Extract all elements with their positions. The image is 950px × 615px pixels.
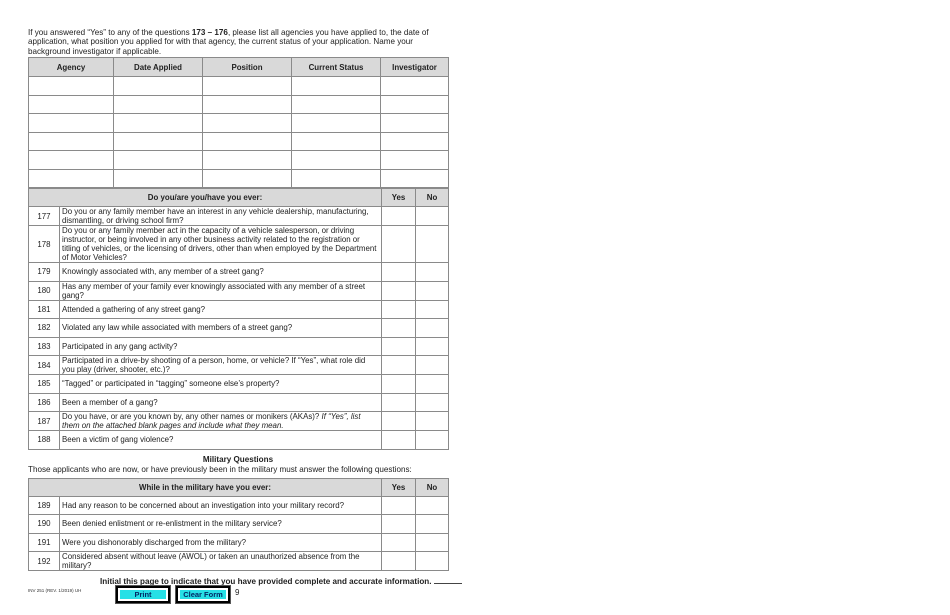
current-status-cell[interactable] [292, 169, 381, 188]
agency-row [29, 95, 449, 114]
military-question-yes-box[interactable] [382, 552, 416, 571]
question-text: Attended a gathering of any street gang? [60, 300, 382, 319]
question-text: Been a member of a gang? [60, 393, 382, 412]
investigator-cell[interactable] [381, 151, 449, 170]
question-text: Do you or any family member have an interest in any vehicle dealership, manufacturing, dismantling, or driving school firm? [60, 207, 382, 226]
question-text: Participated in any gang activity? [60, 337, 382, 356]
question-row [29, 207, 449, 226]
question-text: Considered absent without leave (AWOL) or taken an unauthorized absence from the military? [60, 552, 382, 571]
question-row [29, 533, 449, 552]
agency-cell[interactable] [29, 169, 114, 188]
current-status-cell[interactable] [292, 114, 381, 133]
investigator-cell[interactable] [381, 95, 449, 114]
military-question-no-box[interactable] [416, 515, 449, 534]
agency-cell[interactable] [29, 95, 114, 114]
question-row [29, 515, 449, 534]
question-number: 178 [29, 226, 60, 263]
question-text: Do you or any family member act in the capacity of a vehicle salesperson, or driving instructor, or being involved in any other business activity related to the registration or titling of vehicles, or the licensing of drivers, other than when employed by the Department of Motor Vehicles? [60, 226, 382, 263]
header-investigator: Investigator [381, 58, 449, 77]
military-questions-table [28, 478, 449, 572]
question-no-box[interactable] [416, 319, 449, 338]
question-yes-box[interactable] [382, 281, 416, 300]
question-no-box[interactable] [416, 431, 449, 450]
question-text: Knowingly associated with, any member of a street gang? [60, 263, 382, 282]
clear-form-button[interactable]: Clear Form [176, 586, 230, 603]
question-number: 180 [29, 281, 60, 300]
military-title: Military Questions [202, 454, 274, 464]
page-number: 9 [235, 588, 240, 597]
question-no-box[interactable] [416, 356, 449, 375]
initial-field[interactable] [434, 575, 462, 584]
question-row [29, 319, 449, 338]
question-number: 189 [29, 496, 60, 515]
current-status-cell[interactable] [292, 77, 381, 96]
question-row [29, 300, 449, 319]
military-yes-header: Yes [382, 478, 416, 496]
agency-row [29, 169, 449, 188]
position-cell[interactable] [203, 151, 292, 170]
intro-paragraph: If you answered “Yes” to any of the questions 173 – 176, please list all agencies you have applied to, the date of application, what position you applied for with that agency, the current status of your application. Name your background investigator if applicable. [28, 28, 429, 56]
date-applied-cell[interactable] [114, 132, 203, 151]
question-number: 188 [29, 431, 60, 450]
question-row [29, 356, 449, 375]
date-applied-cell[interactable] [114, 95, 203, 114]
question-no-box[interactable] [416, 300, 449, 319]
question-number: 179 [29, 263, 60, 282]
question-text: Been a victim of gang violence? [60, 431, 382, 450]
date-applied-cell[interactable] [114, 151, 203, 170]
current-status-cell[interactable] [292, 132, 381, 151]
question-no-box[interactable] [416, 207, 449, 226]
header-position: Position [203, 58, 292, 77]
question-number: 191 [29, 533, 60, 552]
question-number: 184 [29, 356, 60, 375]
form-id: INV 251 (REV. 1/2019) UH [28, 588, 82, 593]
agency-cell[interactable] [29, 132, 114, 151]
position-cell[interactable] [203, 114, 292, 133]
question-no-box[interactable] [416, 393, 449, 412]
question-no-box[interactable] [416, 263, 449, 282]
question-yes-box[interactable] [382, 375, 416, 394]
question-yes-box[interactable] [382, 319, 416, 338]
question-number: 190 [29, 515, 60, 534]
agency-row [29, 114, 449, 133]
question-text: Do you have, or are you known by, any other names or monikers (AKAs)? If “Yes”, list them on the attached blank pages and include what they mean. [60, 412, 382, 431]
question-number: 192 [29, 552, 60, 571]
agency-cell[interactable] [29, 151, 114, 170]
position-cell[interactable] [203, 77, 292, 96]
question-number: 177 [29, 207, 60, 226]
question-number: 182 [29, 319, 60, 338]
gang-yes-header: Yes [382, 189, 416, 207]
agency-cell[interactable] [29, 77, 114, 96]
agency-row [29, 77, 449, 96]
military-question-yes-box[interactable] [382, 496, 416, 515]
military-no-header: No [416, 478, 449, 496]
question-yes-box[interactable] [382, 431, 416, 450]
agency-cell[interactable] [29, 114, 114, 133]
position-cell[interactable] [203, 169, 292, 188]
gang-no-header: No [416, 189, 449, 207]
question-yes-box[interactable] [382, 412, 416, 431]
investigator-cell[interactable] [381, 114, 449, 133]
question-no-box[interactable] [416, 375, 449, 394]
print-button[interactable]: Print [116, 586, 170, 603]
question-text: Participated in a drive-by shooting of a person, home, or vehicle? If “Yes”, what role did you play (driver, shooter, etc.)? [60, 356, 382, 375]
question-yes-box[interactable] [382, 337, 416, 356]
position-cell[interactable] [203, 95, 292, 114]
question-yes-box[interactable] [382, 207, 416, 226]
form-page [28, 28, 448, 571]
military-question-no-box[interactable] [416, 496, 449, 515]
question-yes-box[interactable] [382, 356, 416, 375]
question-number: 186 [29, 393, 60, 412]
gang-section-header: Do you/are you/have you ever: [29, 189, 382, 207]
initial-text: Initial this page to indicate that you have provided complete and accurate information. [100, 577, 432, 586]
date-applied-cell[interactable] [114, 114, 203, 133]
current-status-cell[interactable] [292, 95, 381, 114]
investigator-cell[interactable] [381, 169, 449, 188]
agency-row [29, 132, 449, 151]
question-row [29, 431, 449, 450]
question-row [29, 393, 449, 412]
question-no-box[interactable] [416, 281, 449, 300]
header-date-applied: Date Applied [114, 58, 203, 77]
question-row [29, 263, 449, 282]
investigator-cell[interactable] [381, 132, 449, 151]
date-applied-cell[interactable] [114, 77, 203, 96]
date-applied-cell[interactable] [114, 169, 203, 188]
agency-table [28, 57, 449, 188]
question-text: Violated any law while associated with members of a street gang? [60, 319, 382, 338]
initial-statement [100, 575, 462, 586]
question-row [29, 226, 449, 263]
question-text: Been denied enlistment or re-enlistment in the military service? [60, 515, 382, 534]
question-no-box[interactable] [416, 412, 449, 431]
question-no-box[interactable] [416, 337, 449, 356]
question-text: Were you dishonorably discharged from the military? [60, 533, 382, 552]
header-current-status: Current Status [292, 58, 381, 77]
current-status-cell[interactable] [292, 151, 381, 170]
position-cell[interactable] [203, 132, 292, 151]
military-question-yes-box[interactable] [382, 533, 416, 552]
military-question-no-box[interactable] [416, 552, 449, 571]
question-row [29, 496, 449, 515]
question-number: 185 [29, 375, 60, 394]
question-yes-box[interactable] [382, 226, 416, 263]
question-row [29, 337, 449, 356]
question-yes-box[interactable] [382, 263, 416, 282]
question-text: “Tagged” or participated in “tagging” someone else’s property? [60, 375, 382, 394]
question-text: Had any reason to be concerned about an investigation into your military record? [60, 496, 382, 515]
question-row [29, 412, 449, 431]
investigator-cell[interactable] [381, 77, 449, 96]
question-text: Has any member of your family ever knowingly associated with any member of a street gang? [60, 281, 382, 300]
question-row [29, 552, 449, 571]
question-yes-box[interactable] [382, 300, 416, 319]
military-question-no-box[interactable] [416, 533, 449, 552]
gang-questions-table [28, 188, 449, 450]
question-yes-box[interactable] [382, 393, 416, 412]
military-question-yes-box[interactable] [382, 515, 416, 534]
question-number: 183 [29, 337, 60, 356]
question-number: 181 [29, 300, 60, 319]
question-row [29, 281, 449, 300]
agency-row [29, 151, 449, 170]
military-intro: Those applicants who are now, or have previously been in the military must answer the following questions: [28, 464, 412, 474]
question-row [29, 375, 449, 394]
header-agency: Agency [29, 58, 114, 77]
question-no-box[interactable] [416, 226, 449, 263]
question-number: 187 [29, 412, 60, 431]
military-section-header: While in the military have you ever: [29, 478, 382, 496]
